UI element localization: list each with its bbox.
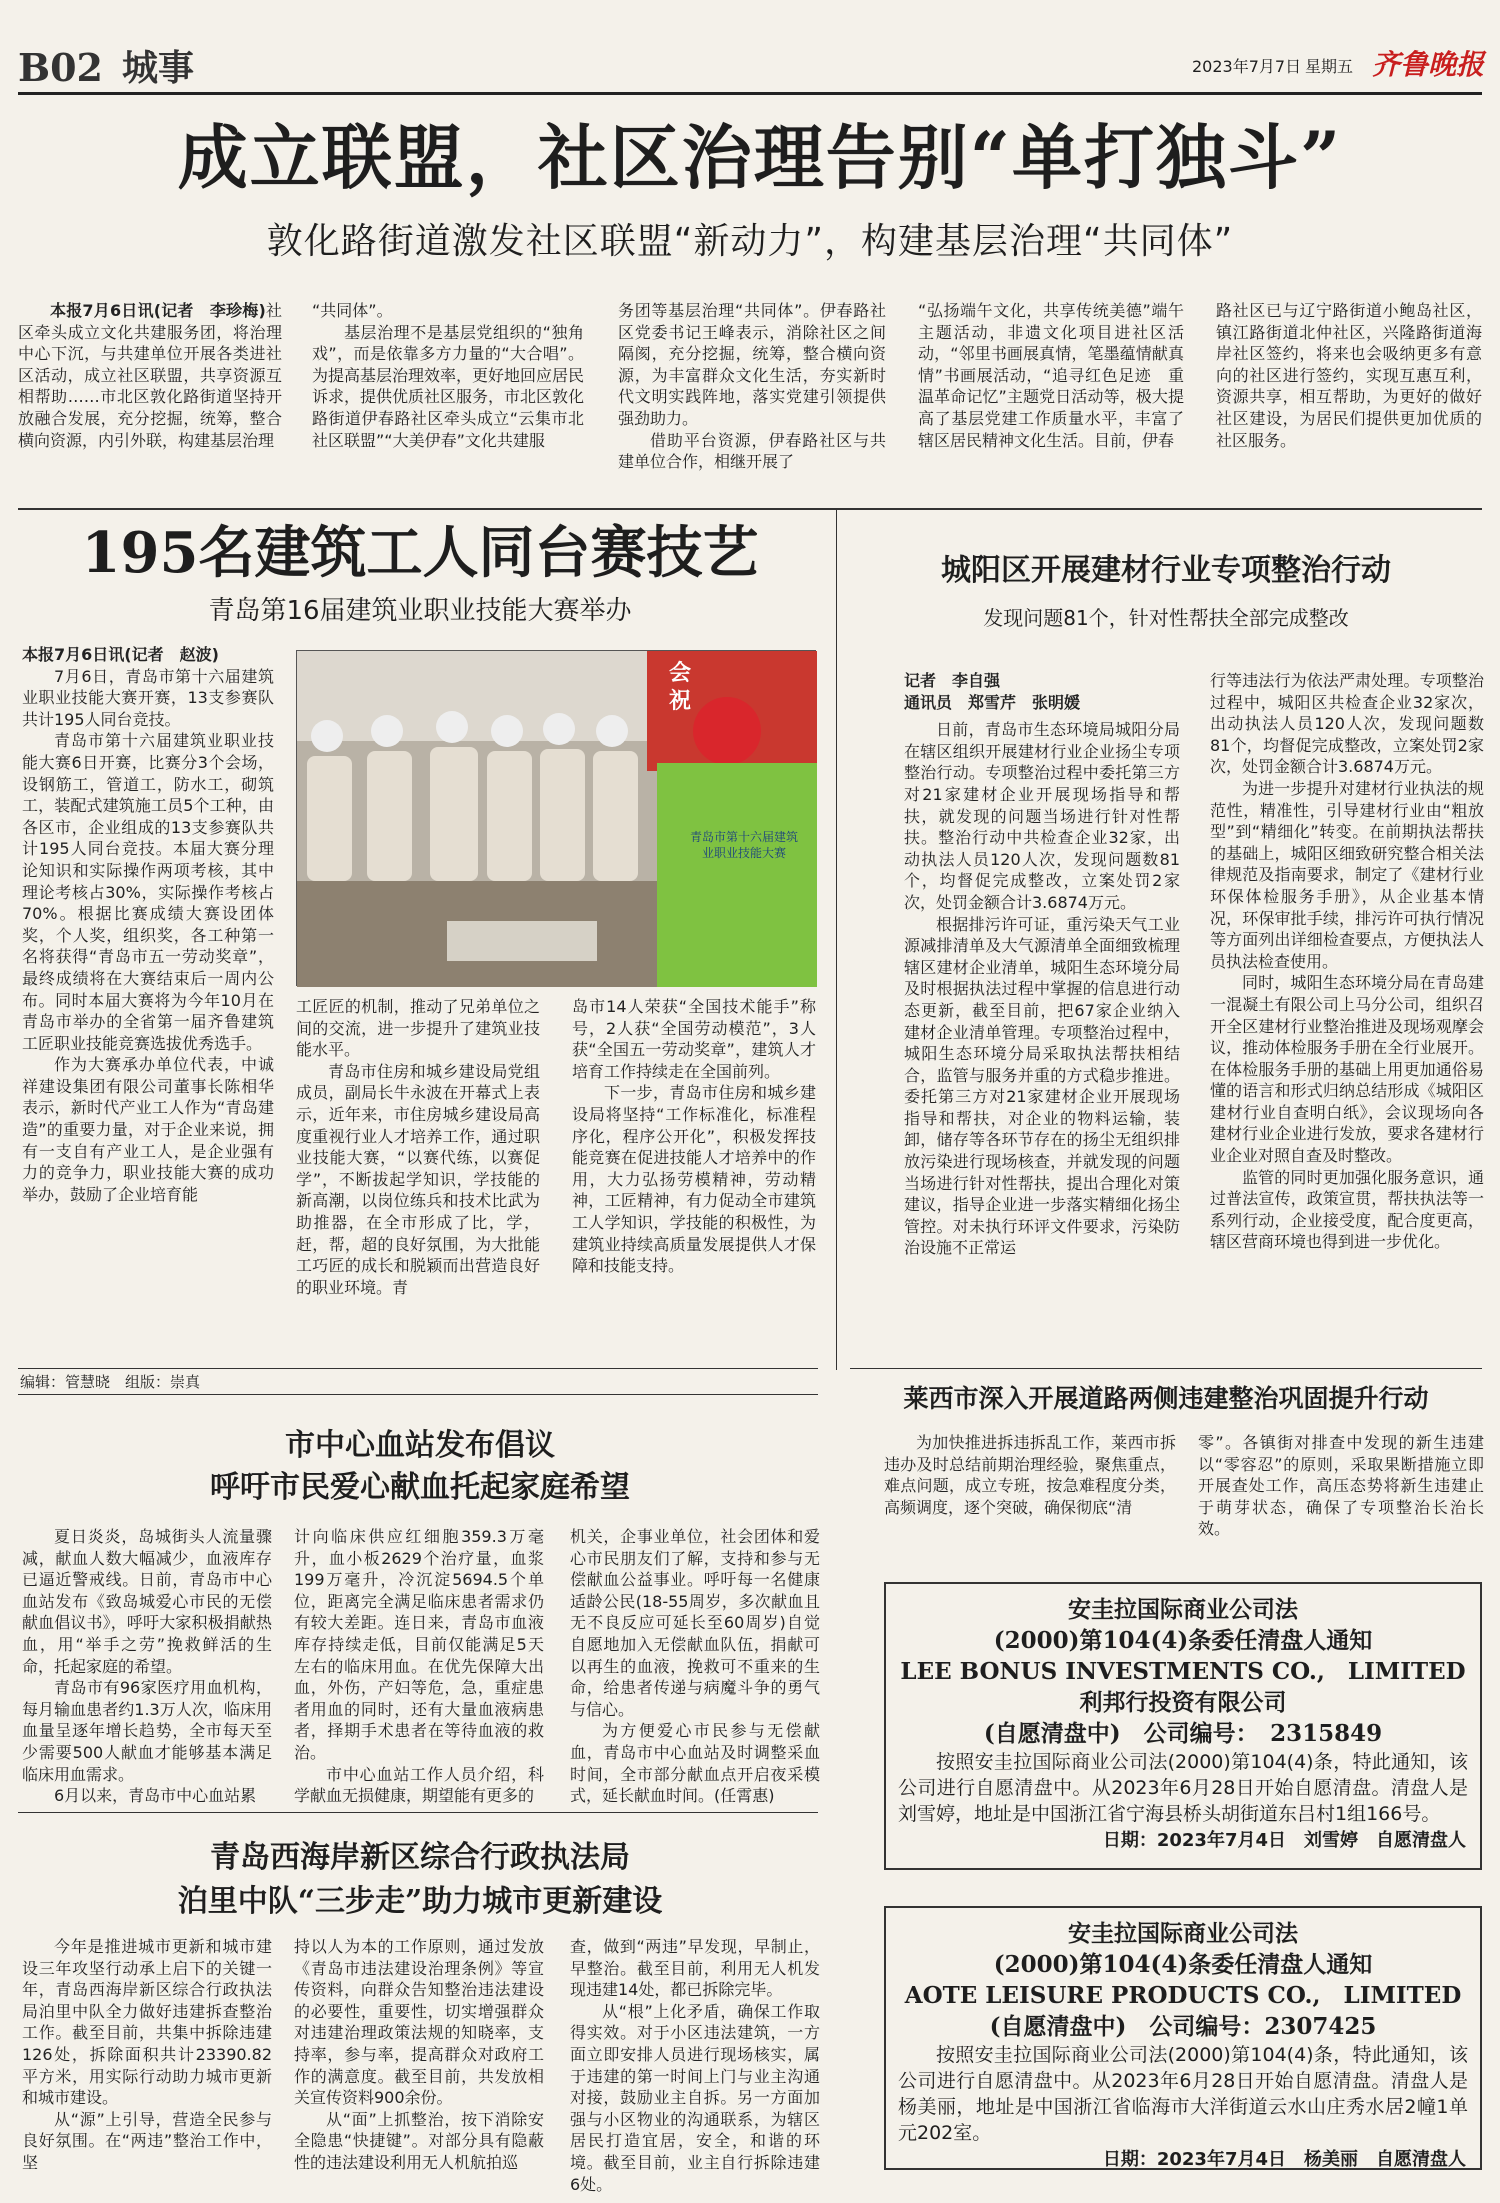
lead-column-4 bbox=[918, 300, 1184, 494]
masthead-rule bbox=[18, 92, 1482, 95]
lead-text-1: 社区牵头成立文化共建服务团，将治理中心下沉，与共建单位开展各类进社区活动，成立社区联盟，共享资源互相帮助……市北区敦化路街道坚持开放融合发展，充分挖掘，统筹，整合横向资源，内引外联，构建基层治理 bbox=[18, 301, 282, 450]
notice1-body: 按照安圭拉国际商业公司法(2000)第104(4)条，特此通知，该公司进行自愿清盘中。从2023年6月28日开始自愿清盘。清盘人是刘雪婷，地址是中国浙江省宁海县桥头胡街道东吕村1组166号。 bbox=[898, 1751, 1468, 1825]
chengyang-text-c: 行等违法行为依法严肃处理。专项整治过程中，城阳区共检查企业32家次，出动执法人员120人次，发现问题数81个，均督促完成整改，立案处罚2家次，处罚金额合计3.6874万元。 bbox=[1210, 671, 1484, 777]
chengyang-text-d: 为进一步提升对建材行业执法的规范性，精准性，引导建材行业由“粗放型”到“精细化”转变。在前期执法帮扶的基础上，城阳区细致研究整合相关法律规范及指南要求，制定了《建材行业环保体检服务手册》，从企业基本情况，环保审批手续，排污许可执行情况等方面列出详细检查要点，方便执法人员执法检查使用。 bbox=[1210, 778, 1484, 971]
laixi-column-1 bbox=[884, 1432, 1176, 1522]
story195-text-d: 工匠匠的机制，推动了兄弟单位之间的交流，进一步提升了建筑业技能水平。 bbox=[296, 997, 540, 1060]
notice2-footer: 日期：2023年7月4日 杨美丽 自愿清盘人 bbox=[1102, 2149, 1466, 2170]
xihaian-column-2 bbox=[294, 1936, 544, 2188]
blood-column-3 bbox=[570, 1526, 820, 1804]
story195-text-a: 7月6日，青岛市第十六届建筑业职业技能大赛开赛，13支参赛队共计195人同台竞技。 bbox=[22, 666, 274, 729]
section-name: 城事 bbox=[122, 47, 195, 89]
lead-text-4: “弘扬端午文化，共享传统美德”端午主题活动，非遗文化项目进社区活动，“邻里书画展真情，笔墨蕴情献真情”书画展活动，“追寻红色足迹 重温革命记忆”主题党日活动等，极大提高了基层党建工作质量水平，丰富了辖区居民精神文化生活。目前，伊春 bbox=[918, 301, 1184, 450]
notice-lee-bonus bbox=[884, 1582, 1482, 1870]
xihaian-text-b: 从“源”上引导，营造全民参与良好氛围。在“两违”整治工作中，坚 bbox=[22, 2109, 272, 2172]
notice1-company-en: LEE BONUS INVESTMENTS CO., LIMITED bbox=[900, 1658, 1466, 1685]
story195-column-1 bbox=[22, 644, 274, 1359]
chengyang-column-2 bbox=[1210, 670, 1484, 1360]
xihaian-text-a: 今年是推进城市更新和城市建设三年攻坚行动承上启下的关键一年，青岛西海岸新区综合行政执法局泊里中队全力做好违建拆查整治工作。截至目前，共集中拆除违建126处，拆除面积共计23390.82平方米，用实际行动助力城市更新和城市建设。 bbox=[22, 1937, 272, 2108]
chengyang-text-a: 日前，青岛市生态环境局城阳分局在辖区组织开展建材行业企业扬尘专项整治行动。专项整治过程中委托第三方对21家建材企业开展现场指导和帮扶，就发现的问题当场进行针对性帮扶。整治行动中共检查企业32家，出动执法人员120人次，发现问题数81个，均督促完成整改，立案处罚2家次，处罚金额合计3.6874万元。 bbox=[904, 720, 1180, 912]
notice1-title-1: 安圭拉国际商业公司法 bbox=[1068, 1596, 1298, 1623]
story195-headline: 195名建筑工人同台赛技艺 bbox=[81, 520, 759, 586]
blood-text-f: 机关，企事业单位，社会团体和爱心市民朋友们了解，支持和参与无偿献血公益事业。呼吁每一名健康适龄公民(18-55周岁，多次献血且无不良反应可延长至60周岁)自觉自愿地加入无偿献血队伍，捐献可以再生的血液，挽救可不重来的生命，给患者传递与病魔斗争的勇气与信心。 bbox=[570, 1527, 820, 1719]
notice2-company-en: AOTE LEISURE PRODUCTS CO., LIMITED bbox=[904, 1982, 1462, 2009]
vertical-divider bbox=[836, 510, 837, 1370]
story195-text-c: 作为大赛承办单位代表，中诚祥建设集团有限公司董事长陈相华表示，新时代产业工人作为“青岛建造”的重要力量，对于企业来说，拥有一支自有产业工人，是企业强有力的竞争力，职业技能大赛的成功举办，鼓励了企业培育能 bbox=[22, 1055, 274, 1204]
story195-column-2 bbox=[296, 996, 540, 1359]
lead-headline: 成立联盟，社区治理告别“单打独斗” bbox=[177, 116, 1343, 199]
xihaian-text-c: 持以人为本的工作原则，通过发放《青岛市违法建设治理条例》等宣传资料，向群众告知整治违法建设的必要性，重要性，切实增强群众对违建治理政策法规的知晓率，支持率，参与率，提高群众对政府工作的满意度。截至目前，共发放相关宣传资料900余份。 bbox=[294, 1937, 544, 2108]
notice1-footer: 日期：2023年7月4日 刘雪婷 自愿清盘人 bbox=[1102, 1830, 1466, 1851]
xihaian-text-f: 从“根”上化矛盾，确保工作取得实效。对于小区违法建筑，一方面立即安排人员进行现场核实，属于违建的第一时间上门与业主沟通对接，鼓励业主自拆。另一方面加强与小区物业的沟通联系，为辖区居民打造宜居，安全，和谐的环境。截至目前，业主自行拆除违建6处。 bbox=[570, 2001, 820, 2194]
story195-text-g: 下一步，青岛市住房和城乡建设局将坚持“工作标准化，标准程序化，程序公开化”，积极发挥技能竞赛在促进技能人才培养中的作用，大力弘扬劳模精神，劳动精神，工匠精神，有力促动全市建筑工人学知识，学技能的积极性，为建筑业持续高质量发展提供人才保障和技能支持。 bbox=[572, 1083, 816, 1276]
chengyang-subhead: 发现问题81个，针对性帮扶全部完成整改 bbox=[983, 606, 1349, 630]
notice1-company-no: (自愿清盘中) 公司编号： 2315849 bbox=[983, 1720, 1383, 1747]
chengyang-text-e: 同时，城阳生态环境分局在青岛建一混凝土有限公司上马分公司，组织召开全区建材行业整治推进及现场观摩会议，推动体检服务手册在全行业展开。在体检服务手册的基础上用更加通俗易懂的语言和形式归纳总结形成《城阳区建材行业自查明白纸》，会议现场向各建材行业企业进行发放，要求各建材行业企业对照自查及时整改。 bbox=[1210, 973, 1484, 1166]
newspaper-logo: 齐鲁晚报 bbox=[1372, 48, 1485, 81]
lead-text-5: 路社区已与辽宁路街道小鲍岛社区，镇江路街道北仲社区，兴隆路街道海岸社区签约，将来也会吸纳更多有意向的社区进行签约，实现互惠互利，资源共享，相互帮助，为更好的做好社区建设，为居民们提供更加优质的社区服务。 bbox=[1216, 301, 1482, 450]
story195-subhead: 青岛第16届建筑业职业技能大赛举办 bbox=[208, 596, 632, 626]
laixi-text-a: 为加快推进拆违拆乱工作，莱西市拆违办及时总结前期治理经验，聚焦重点，难点问题，成立专班，按急难程度分类，高频调度，逐个突破，确保彻底“清 bbox=[884, 1433, 1176, 1517]
story195-bottom-rule bbox=[18, 1368, 818, 1369]
photo-illustration bbox=[297, 651, 817, 987]
notice1-title-2: (2000)第104(4)条委任清盘人通知 bbox=[993, 1627, 1373, 1654]
lead-text-3b: 借助平台资源，伊春路社区与共建单位合作，相继开展了 bbox=[618, 430, 886, 472]
lead-subhead: 敦化路街道激发社区联盟“新动力”，构建基层治理“共同体” bbox=[266, 221, 1234, 262]
chengyang-bottom-rule bbox=[850, 1368, 1482, 1369]
blood-headline-1: 市中心血站发布倡议 bbox=[285, 1428, 555, 1463]
lead-column-3 bbox=[618, 300, 886, 494]
lead-bottom-rule bbox=[18, 508, 1482, 510]
lead-text-2a: “共同体”。 bbox=[312, 301, 393, 320]
blood-text-e: 市中心血站工作人员介绍，科学献血无损健康，期望能有更多的 bbox=[294, 1764, 544, 1806]
photo-sign-text: 会 祝 bbox=[669, 660, 714, 714]
story195-byline: 本报7月6日讯(记者 赵波) bbox=[22, 645, 219, 664]
notice2-title-1: 安圭拉国际商业公司法 bbox=[1068, 1920, 1298, 1947]
blood-headline-2: 呼吁市民爱心献血托起家庭希望 bbox=[210, 1470, 630, 1505]
notice2-title-2: (2000)第104(4)条委任清盘人通知 bbox=[993, 1951, 1373, 1978]
xihaian-text-d: 从“面”上抓整治，按下消除安全隐患“快捷键”。对部分具有隐蔽性的违法建设利用无人机航拍巡 bbox=[294, 2109, 544, 2172]
lead-text-2b: 基层治理不是基层党组织的“独角戏”，而是依靠多方力量的“大合唱”。为提高基层治理效率，更好地回应居民诉求，提供优质社区服务，市北区敦化路街道伊春路社区牵头成立“云集市北社区联盟”“大美伊春”文化共建服 bbox=[312, 322, 585, 450]
notice2-company-no: (自愿清盘中) 公司编号：2307425 bbox=[989, 2013, 1377, 2040]
blood-text-d: 计向临床供应红细胞359.3万毫升，血小板2629个治疗量，血浆199万毫升，冷沉淀5694.5个单位，距离完全满足临床患者需求仍有较大差距。连日来，青岛市血液库存持续走低，目前仅能满足5天左右的临床用血。在优先保障大出血，外伤，产妇等危，急，重症患者用血的同时，还有大量血液病患者，择期手术患者在等待血液的救治。 bbox=[294, 1527, 544, 1762]
laixi-text-b: 零”。各镇街对排查中发现的新生违建以“零容忍”的原则，采取果断措施立即开展查处工作，高压态势将新生违建止于萌芽状态，确保了专项整治长治长效。 bbox=[1198, 1433, 1484, 1539]
story195-text-e: 青岛市住房和城乡建设局党组成员，副局长牛永波在开幕式上表示，近年来，市住房城乡建设局高度重视行业人才培养工作，通过职业技能大赛，“以赛代练，以赛促学”，不断拔起学知识，学技能的新高潮，以岗位练兵和技术比武为助推器，在全市形成了比，学，赶，帮，超的良好氛围，为大批能工巧匠的成长和脱颖而出营造良好的职业环境。青 bbox=[296, 1061, 540, 1297]
issue-weekday: 星期五 bbox=[1305, 57, 1354, 76]
xihaian-text-e: 查，做到“两违”早发现，早制止，早整治。截至目前，利用无人机发现违建14处，都已拆除完毕。 bbox=[570, 1937, 820, 2000]
blood-column-2 bbox=[294, 1526, 544, 1804]
chengyang-byline-reporter: 记者 李自强 bbox=[904, 671, 1001, 690]
story195-text-f: 岛市14人荣获“全国技术能手”称号，2人获“全国劳动模范”，3人获“全国五一劳动奖章”，建筑人才培育工作持续走在全国前列。 bbox=[572, 997, 816, 1081]
laixi-headline: 莱西市深入开展道路两侧违建整治巩固提升行动 bbox=[903, 1384, 1429, 1413]
chengyang-text-b: 根据排污许可证，重污染天气工业源减排清单及大气源清单全面细致梳理辖区建材企业清单，城阳生态环境分局及时根据执法过程中掌握的信息进行动态更新，截至目前，把67家企业纳入建材企业清单管理。专项整治过程中，城阳生态环境分局采取执法帮扶相结合，监管与服务并重的方式稳步推进。委托第三方对21家建材企业开展现场指导和帮扶，对企业的物料运输，装卸，储存等各环节存在的扬尘无组织排放污染进行现场核查，并就发现的问题当场进行针对性帮扶，提出合理化对策建议，指导企业进一步落实精细化扬尘管控。对未执行环评文件要求，污染防治设施不正常运 bbox=[904, 914, 1180, 1258]
editor-rule bbox=[18, 1394, 818, 1395]
laixi-column-2 bbox=[1198, 1432, 1484, 1539]
chengyang-headline: 城阳区开展建材行业专项整治行动 bbox=[941, 553, 1391, 588]
lead-column-1 bbox=[18, 300, 282, 494]
blood-text-b: 青岛市有96家医疗用血机构，每月输血患者约1.3万人次，临床用血量呈逐年增长趋势，全市每天至少需要500人献血才能够基本满足临床用血需求。 bbox=[22, 1678, 272, 1784]
notice1-company-cn: 利邦行投资有限公司 bbox=[1079, 1689, 1287, 1716]
page-number: B02 bbox=[18, 45, 103, 90]
notice2-body: 按照安圭拉国际商业公司法(2000)第104(4)条，特此通知，该公司进行自愿清盘中。从2023年6月28日开始自愿清盘。清盘人是杨美丽，地址是中国浙江省临海市大洋街道云水山庄秀水居2幢1单元202室。 bbox=[898, 2044, 1468, 2144]
story195-column-3 bbox=[572, 996, 816, 1359]
xihaian-headline-2: 泊里中队“三步走”助力城市更新建设 bbox=[177, 1884, 663, 1919]
chengyang-byline-correspondent: 通讯员 郑雪芹 张明媛 bbox=[904, 692, 1081, 712]
photo-vest-text: 青岛市第十六届建筑业职业技能大赛 bbox=[689, 830, 798, 860]
chengyang-text-f: 监管的同时更加强化服务意识，通过普法宣传，政策宣贯，帮扶执法等一系列行动，企业接受度，配合度更高，辖区营商环境也得到进一步优化。 bbox=[1210, 1167, 1484, 1252]
lead-column-2 bbox=[312, 300, 584, 494]
lead-text-3a: 务团等基层治理“共同体”。伊春路社区党委书记王峰表示，消除社区之间隔阂，充分挖掘，统筹，整合横向资源，为丰富群众文化生活，夯实新时代文明实践阵地，落实党建引领提供强劲助力。 bbox=[618, 301, 886, 428]
issue-date: 2023年7月7日 bbox=[1192, 57, 1302, 76]
notice-aote-leisure bbox=[884, 1906, 1482, 2170]
xihaian-headline-1: 青岛西海岸新区综合行政执法局 bbox=[210, 1840, 630, 1875]
blood-bottom-rule bbox=[18, 1812, 818, 1813]
editor-line: 编辑：管慧晓 组版：崇真 bbox=[20, 1373, 201, 1391]
blood-text-c: 6月以来，青岛市中心血站累 bbox=[54, 1786, 257, 1806]
xihaian-column-1 bbox=[22, 1936, 272, 2188]
xihaian-column-3 bbox=[570, 1936, 820, 2194]
blood-text-g: 为方便爱心市民参与无偿献血，青岛市中心血站及时调整采血时间，全市部分献血点开启夜采模式，延长献血时间。(任霄惠) bbox=[570, 1721, 820, 1806]
story195-text-b: 青岛市第十六届建筑业职业技能大赛6日开赛，比赛分3个会场，设钢筋工，管道工，防水工，砌筑工，装配式建筑施工员5个工种，由各区市，企业组成的13支参赛队共计195人同台竞技。本届大赛分理论知识和实际操作两项考核，其中理论考核占30%，实际操作考核占70%。根据比赛成绩大赛设团体奖，个人奖，组织奖，各工种第一名将获得“青岛市五一劳动奖章”，最终成绩将在大赛结束后一周内公布。同时本届大赛将为今年10月在青岛市举办的全省第一届齐鲁建筑工匠职业技能竞赛选拔优秀选手。 bbox=[22, 731, 274, 1053]
competition-photo bbox=[296, 650, 816, 986]
chengyang-column-1 bbox=[904, 670, 1180, 1360]
blood-column-1 bbox=[22, 1526, 272, 1804]
lead-column-5 bbox=[1216, 300, 1482, 494]
blood-text-a: 夏日炎炎，岛城街头人流量骤减，献血人数大幅减少，血液库存已逼近警戒线。日前，青岛市中心血站发布《致岛城爱心市民的无偿献血倡议书》，呼吁大家积极捐献热血，用“举手之劳”挽救鲜活的生命，托起家庭的希望。 bbox=[22, 1527, 272, 1676]
lead-byline: 本报7月6日讯(记者 李珍梅) bbox=[50, 301, 266, 320]
